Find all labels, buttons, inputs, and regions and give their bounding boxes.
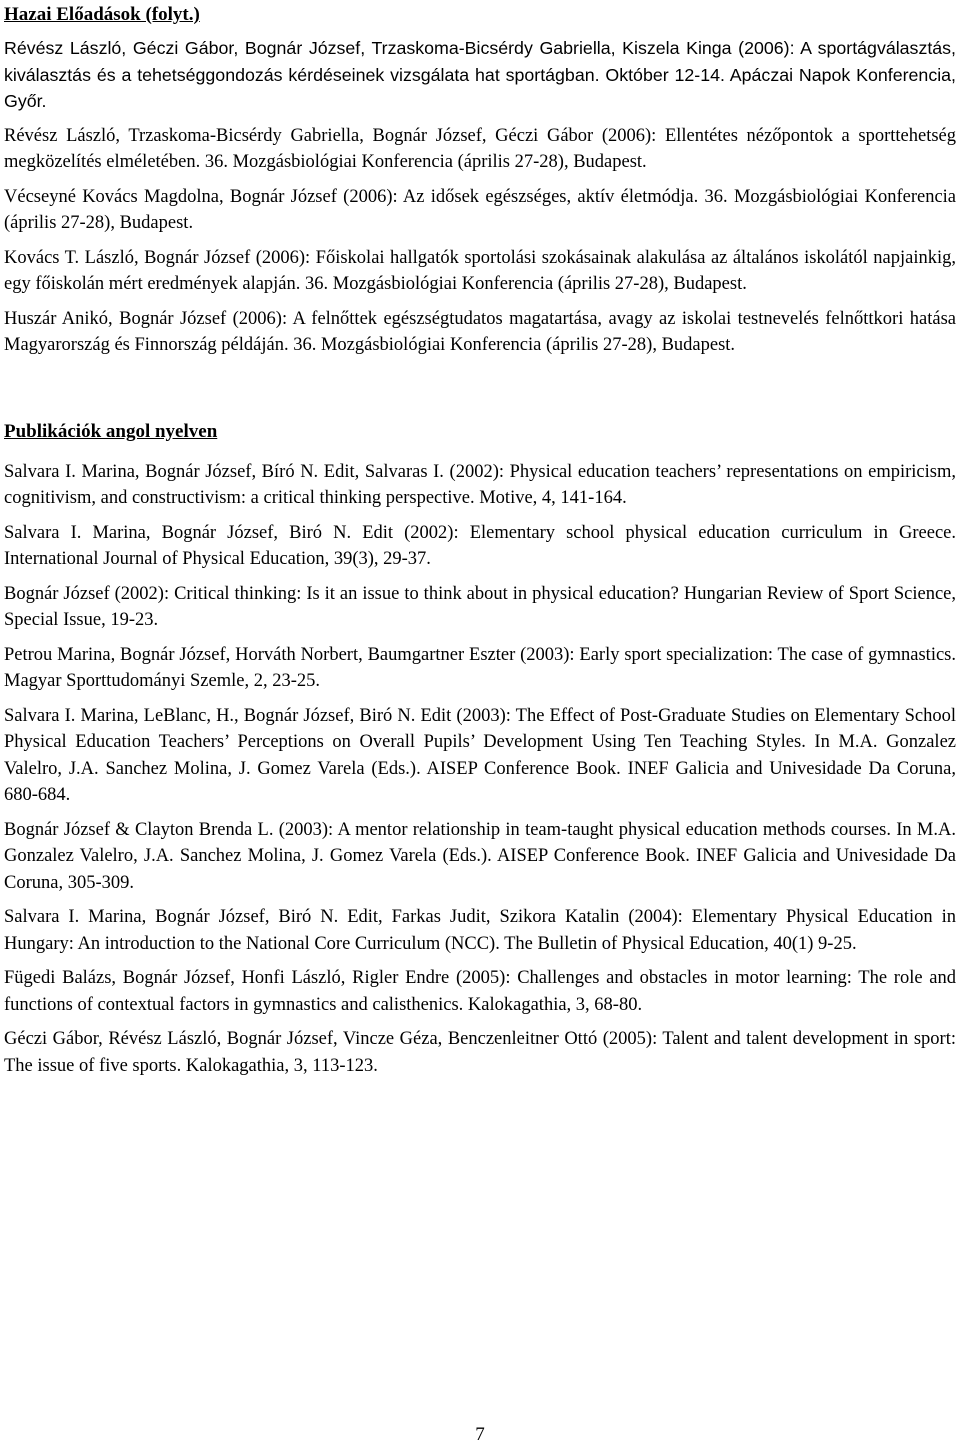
reference-entry: Géczi Gábor, Révész László, Bognár József, Vincze Géza, Benczenleitner Ottó (2005): Talent and talent development in sport: The issue of five sports. Kalokagathia, 3, 113-123. — [4, 1029, 956, 1076]
reference-entry: Vécseyné Kovács Magdolna, Bognár József (2006): Az idősek egészséges, aktív életmódja. 36. Mozgásbiológiai Konferencia (április 27-28), Budapest. — [4, 186, 956, 233]
document-page — [4, 0, 956, 1079]
reference-entry: Salvara I. Marina, Bognár József, Biró N. Edit, Farkas Judit, Szikora Katalin (2004): Elementary Physical Education in Hungary: An introduction to the National Core Curriculum (NCC). The Bulletin of Physical Education, 40(1) 9-25. — [4, 907, 956, 954]
reference-entry: Kovács T. László, Bognár József (2006): Főiskolai hallgatók sportolási szokásainak alakulása az általános iskolától napjainkig, egy főiskolán mért eredmények alapján. 36. Mozgásbiológiai Konferencia (április 27-28), Budapest. — [4, 247, 956, 294]
reference-entry: Bognár József (2002): Critical thinking: Is it an issue to think about in physical education? Hungarian Review of Sport Science, Special Issue, 19-23. — [4, 583, 956, 630]
reference-entry: Salvara I. Marina, LeBlanc, H., Bognár József, Biró N. Edit (2003): The Effect of Post-Graduate Studies on Elementary School Physical Education Teachers’ Perceptions on Overall Pupils’ Development Using Ten Teaching Styles. In M.A. Gonzalez Valelro, J.A. Sanchez Molina, J. Gomez Varela (Eds.). AISEP Conference Book. INEF Galicia and Univesidade Da Coruna, 680-684. — [4, 705, 956, 805]
reference-entry: Bognár József & Clayton Brenda L. (2003): A mentor relationship in team-taught physical education methods courses. In M.A. Gonzalez Valelro, J.A. Sanchez Molina, J. Gomez Varela (Eds.). AISEP Conference Book. INEF Galicia and Univesidade Da Coruna, 305-309. — [4, 819, 956, 893]
reference-entry: Salvara I. Marina, Bognár József, Biró N. Edit (2002): Elementary school physical education curriculum in Greece. International Journal of Physical Education, 39(3), 29-37. — [4, 522, 956, 569]
reference-entry: Fügedi Balázs, Bognár József, Honfi László, Rigler Endre (2005): Challenges and obstacles in motor learning: The role and functions of contextual factors in gymnastics and calisthenics. Kalokagathia, 3, 68-80. — [4, 968, 956, 1015]
reference-entry: Révész László, Géczi Gábor, Bognár József, Trzaskoma-Bicsérdy Gabriella, Kiszela Kinga (2006): A sportágválasztás, kiválasztás és a tehetséggondozás kérdéseinek vizsgálata hat sportágban. Október 12-14. Apáczai Napok Konferencia, Győr. — [4, 38, 956, 111]
reference-entry: Petrou Marina, Bognár József, Horváth Norbert, Baumgartner Eszter (2003): Early sport specialization: The case of gymnastics. Magyar Sporttudományi Szemle, 2, 23-25. — [4, 644, 956, 691]
reference-entry: Révész László, Trzaskoma-Bicsérdy Gabriella, Bognár József, Géczi Gábor (2006): Ellentétes nézőpontok a sporttehetség megközelítés elméletében. 36. Mozgásbiológiai Konferencia (április 27-28), Budapest. — [4, 125, 956, 172]
section-title-english-publications: Publikációk angol nyelven — [4, 420, 218, 442]
reference-entry: Salvara I. Marina, Bognár József, Bíró N. Edit, Salvaras I. (2002): Physical education teachers’ representations on empiricism, cognitivism, and constructivism: a critical thinking perspective. Motive, 4, 141-164. — [4, 461, 956, 508]
section-heading-continued: Hazai Előadások (folyt.) — [4, 4, 200, 25]
page-number: 7 — [475, 1424, 485, 1445]
reference-entry: Huszár Anikó, Bognár József (2006): A felnőttek egészségtudatos magatartása, avagy az iskolai testnevelés felnőttkori hatása Magyarország és Finnország példáján. 36. Mozgásbiológiai Konferencia (április 27-28), Budapest. — [4, 308, 956, 355]
